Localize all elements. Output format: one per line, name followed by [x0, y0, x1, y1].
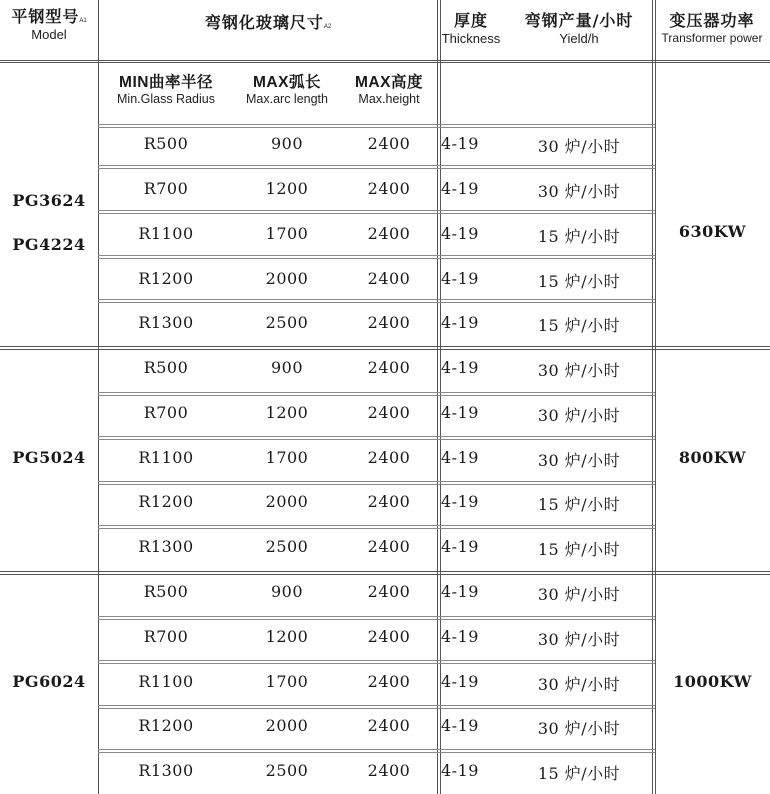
model-header-mark: A1: [79, 18, 87, 24]
power-header-cn: 变压器功率: [669, 11, 755, 30]
arc-cell: 900: [270, 582, 304, 601]
row-divider: [98, 127, 655, 128]
row-divider: [98, 392, 655, 393]
arc-cell: 1200: [265, 179, 309, 198]
glass-size-header: [98, 10, 438, 33]
height-cell: 2400: [367, 582, 411, 601]
row-divider: [98, 525, 655, 526]
height-cell: 2400: [367, 224, 411, 243]
arc-cell: 2000: [265, 716, 309, 735]
height-cell: 2400: [367, 761, 411, 780]
radius-cell: R1100: [138, 448, 194, 467]
radius-subheader: [98, 70, 234, 106]
arc-cell: 1700: [265, 224, 309, 243]
thickness-cell: 4-19: [441, 716, 479, 735]
group-divider-inner: [0, 349, 770, 350]
height-cell: 2400: [367, 672, 411, 691]
yield-cell: 30 炉/小时: [537, 585, 621, 604]
arc-subheader-prefix: MAX: [253, 74, 289, 91]
model-cell-group-1: [0, 179, 98, 267]
row-divider: [98, 210, 655, 211]
thickness-cell: 4-19: [441, 448, 479, 467]
arc-cell: 2500: [265, 537, 309, 556]
row-divider: [98, 124, 655, 125]
thickness-header-en: Thickness: [441, 31, 501, 46]
height-cell: 2400: [367, 716, 411, 735]
height-subheader-prefix: MAX: [355, 74, 391, 91]
yield-header-en: Yield/h: [559, 31, 599, 46]
yield-cell: 15 炉/小时: [537, 316, 621, 335]
thickness-cell: 4-19: [441, 269, 479, 288]
height-cell: 2400: [367, 358, 411, 377]
thickness-header: [438, 8, 504, 46]
thickness-cell: 4-19: [441, 761, 479, 780]
thickness-cell: 4-19: [441, 492, 479, 511]
height-subheader: [340, 70, 438, 106]
yield-cell: 15 炉/小时: [537, 764, 621, 783]
radius-cell: R500: [143, 582, 189, 601]
group-divider-inner: [0, 574, 770, 575]
model-header-cn: 平钢型号: [11, 7, 80, 26]
arc-subheader-en: Max.arc length: [246, 92, 328, 106]
yield-cell: 30 炉/小时: [537, 451, 621, 470]
model-header: [0, 4, 98, 42]
row-divider: [98, 749, 655, 750]
thickness-cell: 4-19: [441, 179, 479, 198]
radius-cell: R1200: [138, 269, 194, 288]
yield-header-cn: 弯钢产量/小时: [524, 11, 634, 30]
yield-cell: 30 炉/小时: [537, 182, 621, 201]
thickness-cell: 4-19: [441, 134, 479, 153]
height-subheader-en: Max.height: [358, 92, 420, 106]
arc-cell: 2000: [265, 492, 309, 511]
thickness-cell: 4-19: [441, 582, 479, 601]
height-cell: 2400: [367, 269, 411, 288]
arc-cell: 1200: [265, 627, 309, 646]
row-divider: [98, 528, 655, 529]
radius-cell: R1300: [138, 313, 194, 332]
thickness-cell: 4-19: [441, 403, 479, 422]
yield-cell: 30 炉/小时: [537, 137, 621, 156]
height-cell: 2400: [367, 313, 411, 332]
model-name: PG4224: [12, 235, 86, 254]
height-cell: 2400: [367, 537, 411, 556]
row-divider: [98, 708, 655, 709]
yield-cell: 30 炉/小时: [537, 630, 621, 649]
row-divider: [98, 660, 655, 661]
thickness-cell: 4-19: [441, 224, 479, 243]
thickness-cell: 4-19: [441, 672, 479, 691]
row-divider: [98, 258, 655, 259]
thickness-cell: 4-19: [441, 358, 479, 377]
radius-cell: R700: [143, 403, 189, 422]
radius-cell: R500: [143, 134, 189, 153]
row-divider: [98, 302, 655, 303]
radius-cell: R1300: [138, 537, 194, 556]
thickness-cell: 4-19: [441, 537, 479, 556]
row-divider: [98, 299, 655, 300]
row-divider: [98, 484, 655, 485]
yield-cell: 30 炉/小时: [537, 675, 621, 694]
arc-cell: 1200: [265, 403, 309, 422]
power-header-en: Transformer power: [661, 31, 763, 45]
thickness-cell: 4-19: [441, 627, 479, 646]
row-divider: [98, 439, 655, 440]
glass-size-header-cn: 弯钢化玻璃尺寸: [204, 13, 324, 32]
radius-cell: R1100: [138, 672, 194, 691]
arc-cell: 2500: [265, 761, 309, 780]
arc-subheader: [234, 70, 340, 106]
yield-cell: 15 炉/小时: [537, 272, 621, 291]
yield-header: [504, 8, 654, 46]
thickness-header-cn: 厚度: [453, 11, 488, 30]
model-header-en: Model: [31, 27, 67, 42]
row-divider: [98, 255, 655, 256]
model-cell-group-2: PG5024: [12, 448, 86, 467]
radius-cell: R1200: [138, 716, 194, 735]
arc-cell: 2000: [265, 269, 309, 288]
radius-cell: R700: [143, 627, 189, 646]
power-cell-group-2: 800KW: [678, 448, 747, 467]
row-divider: [98, 619, 655, 620]
power-header: [654, 8, 770, 45]
row-divider: [98, 165, 655, 166]
row-divider: [98, 395, 655, 396]
height-cell: 2400: [367, 627, 411, 646]
arc-cell: 2500: [265, 313, 309, 332]
radius-cell: R1300: [138, 761, 194, 780]
row-divider: [98, 168, 655, 169]
radius-subheader-prefix: MIN: [119, 74, 149, 91]
radius-cell: R1200: [138, 492, 194, 511]
height-cell: 2400: [367, 179, 411, 198]
row-divider: [98, 752, 655, 753]
arc-cell: 1700: [265, 672, 309, 691]
height-cell: 2400: [367, 403, 411, 422]
yield-cell: 15 炉/小时: [537, 495, 621, 514]
radius-subheader-cn: 曲率半径: [148, 73, 213, 91]
power-cell-group-1: 630KW: [678, 222, 747, 241]
yield-cell: 30 炉/小时: [537, 406, 621, 425]
model-cell-group-3: PG6024: [12, 672, 86, 691]
radius-cell: R700: [143, 179, 189, 198]
arc-cell: 900: [270, 358, 304, 377]
thickness-cell: 4-19: [441, 313, 479, 332]
arc-subheader-cn: 弧长: [288, 73, 321, 91]
row-divider: [98, 436, 655, 437]
row-divider: [98, 481, 655, 482]
height-cell: 2400: [367, 492, 411, 511]
row-divider: [98, 213, 655, 214]
height-cell: 2400: [367, 134, 411, 153]
arc-cell: 900: [270, 134, 304, 153]
radius-cell: R500: [143, 358, 189, 377]
glass-size-header-mark: A2: [323, 24, 332, 30]
model-name: PG3624: [12, 191, 86, 210]
group-divider: [0, 346, 770, 347]
power-cell-group-3: 1000KW: [673, 672, 752, 691]
yield-cell: 15 炉/小时: [537, 540, 621, 559]
row-divider: [98, 663, 655, 664]
yield-cell: 30 炉/小时: [537, 361, 621, 380]
height-subheader-cn: 高度: [390, 73, 423, 91]
height-cell: 2400: [367, 448, 411, 467]
group-divider: [0, 571, 770, 572]
yield-cell: 15 炉/小时: [537, 227, 621, 246]
radius-cell: R1100: [138, 224, 194, 243]
row-divider: [98, 616, 655, 617]
radius-subheader-en: Min.Glass Radius: [117, 92, 215, 106]
yield-cell: 30 炉/小时: [537, 719, 621, 738]
row-divider: [98, 705, 655, 706]
arc-cell: 1700: [265, 448, 309, 467]
